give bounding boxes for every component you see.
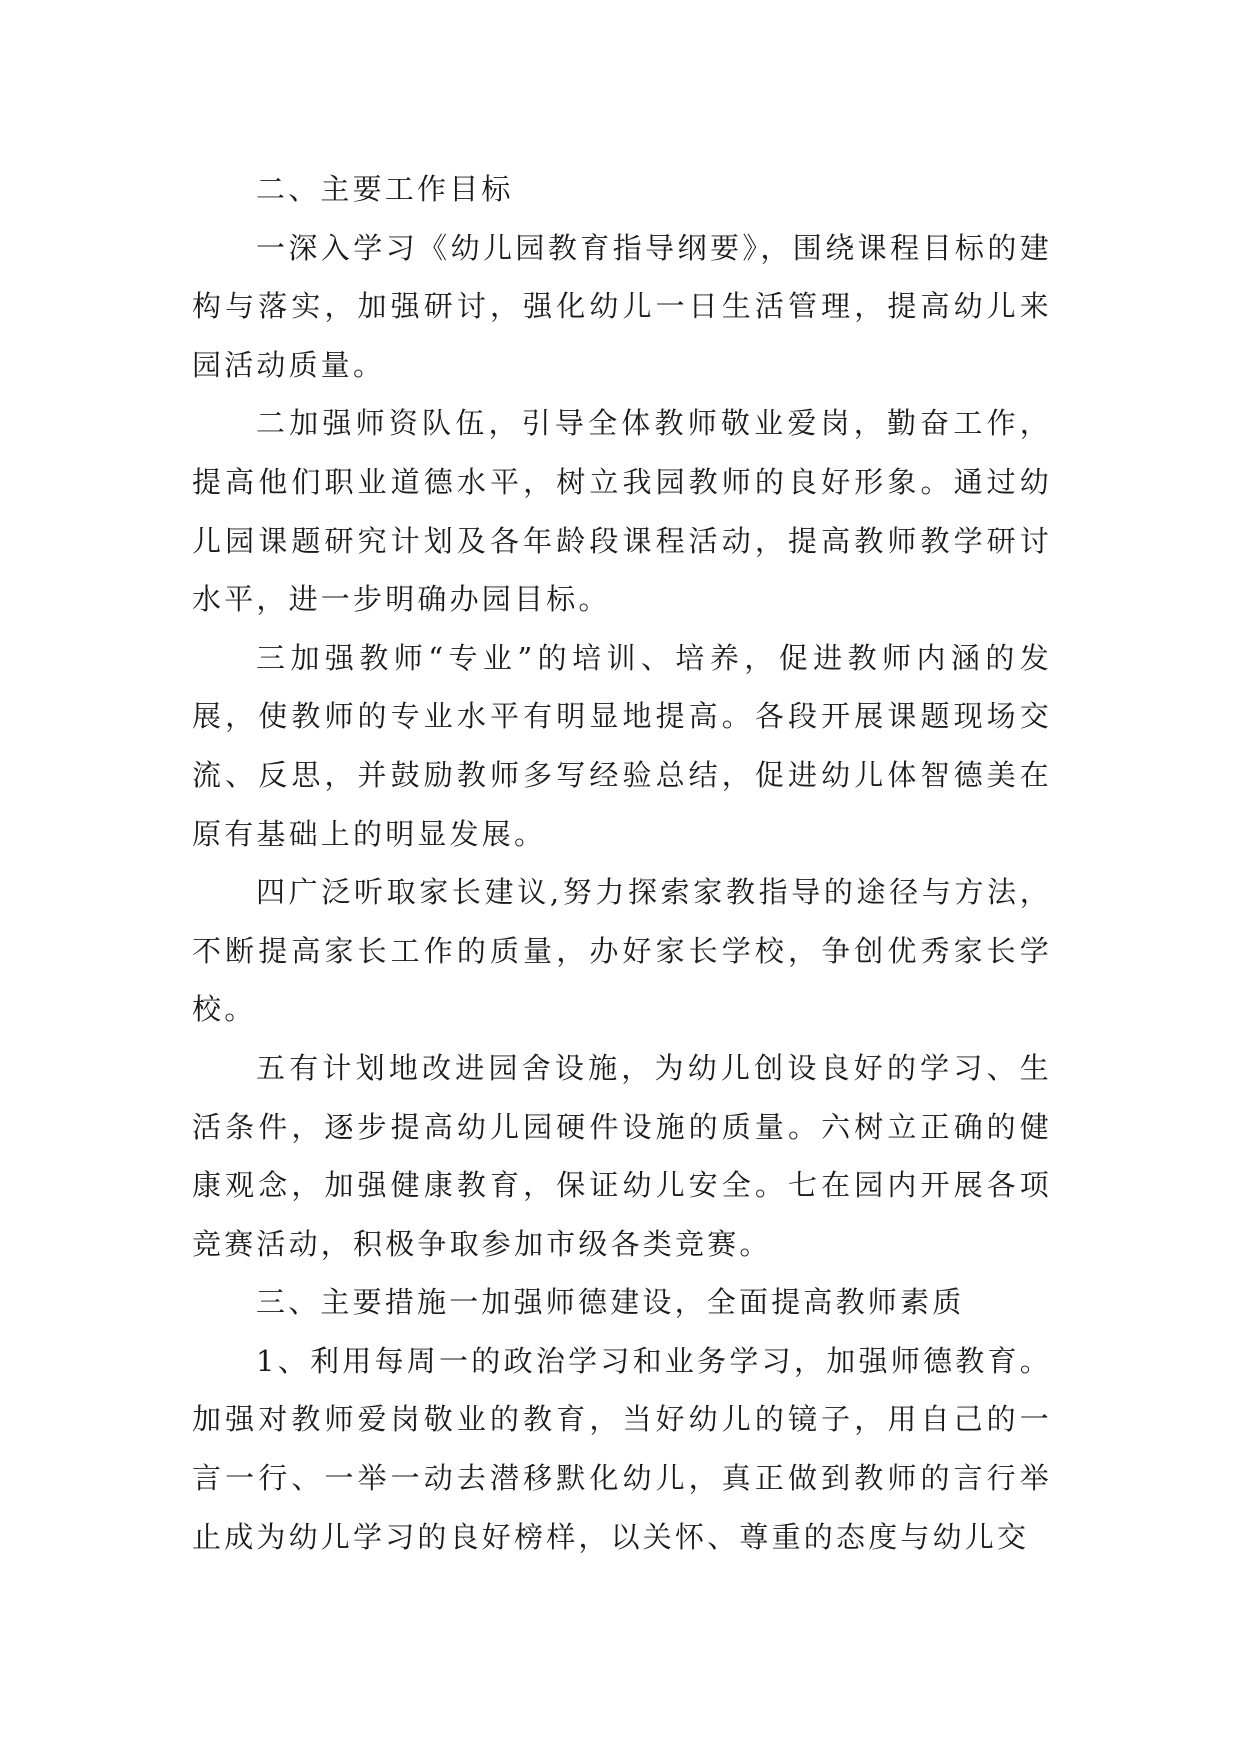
goal-paragraph-5: 五有计划地改进园舍设施，为幼儿创设良好的学习、生活条件，逐步提高幼儿园硬件设施的质量。六树立正确的健康观念，加强健康教育，保证幼儿安全。七在园内开展各项竞赛活动，积极争取参加市级各类竞赛。 [192,1050,1052,1261]
measure-paragraph-1: 1、利用每周一的政治学习和业务学习，加强师德教育。加强对教师爱岗敬业的教育，当好幼儿的镜子，用自己的一言一行、一举一动去潜移默化幼儿，真正做到教师的言行举止成为幼儿学习的良好榜样，以关怀、尊重的态度与幼儿交 [192,1343,1052,1554]
goal-paragraph-3: 三加强教师“专业”的培训、培养，促进教师内涵的发展，使教师的专业水平有明显地提高。各段开展课题现场交流、反思，并鼓励教师多写经验总结，促进幼儿体智德美在原有基础上的明显发展。 [192,640,1052,851]
goal-paragraph-2: 二加强师资队伍，引导全体教师敬业爱岗，勤奋工作，提高他们职业道德水平，树立我园教师的良好形象。通过幼儿园课题研究计划及各年龄段课程活动，提高教师教学研讨水平，进一步明确办园目标。 [192,406,1052,617]
goal-paragraph-1: 一深入学习《幼儿园教育指导纲要》，围绕课程目标的建构与落实，加强研讨，强化幼儿一日生活管理，提高幼儿来园活动质量。 [192,230,1052,382]
section-heading-goals: 二、主要工作目标 [256,172,514,206]
goal-paragraph-4: 四广泛听取家长建议,努力探索家教指导的途径与方法，不断提高家长工作的质量，办好家长学校，争创优秀家长学校。 [192,875,1052,1027]
section-heading-measures: 三、主要措施一加强师德建设，全面提高教师素质 [256,1285,965,1320]
document-body [192,160,1052,1566]
